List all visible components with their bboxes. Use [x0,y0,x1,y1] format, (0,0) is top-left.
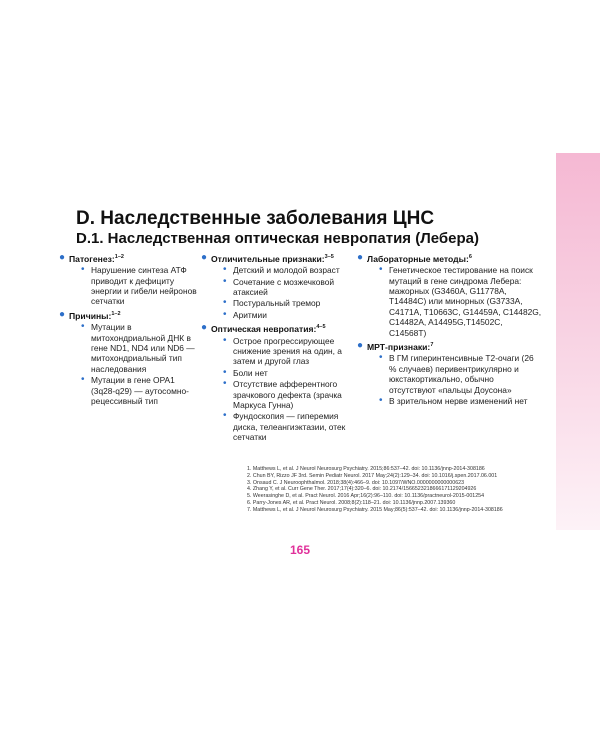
section-heading: МРТ-признаки:$^7$ [367,341,434,352]
section-heading: Патогенез:$^{1-2}$ [69,253,124,264]
title-block [76,208,546,248]
bullet-icon: • [81,374,85,386]
list-item: • Детский и молодой возраст [223,264,340,276]
bullet-icon: ● [357,252,364,263]
reference-item: 3. Onsaud C. J Neuroophthalmol. 2018;38(4):466–9. doi: 10.1097/WNO.0000000000000623 [247,479,465,486]
bullet-icon: ● [201,322,208,334]
reference-item: 1. Matthews L, et al. J Neurol Neurosurg Psychiatry. 2015;86:537–42. doi: 10.1136/jnnp-2014-308186 [247,466,485,472]
section-lab-methods [356,252,542,338]
section-causes [58,309,198,407]
section-distinctive-signs [200,252,352,320]
list-item: • Отсутствие афферентного зрачкового дефекта (зрачка Маркуса Гунна) [223,378,342,410]
section-heading: Оптическая невропатия:$^{4-5}$ [211,324,326,335]
list-item: • Генетическое тестирование на поиск мутаций в гене синдрома Лебера: мажорных (G3460A, G11778A, T14484C) или минорных (G3733A, C4171A, T10663C, G14459A, C14482G, C14482A, A14495G,T14502C, C14568T) [379,264,542,338]
page-title: D. Наследственные заболевания ЦНС [76,208,435,229]
bullet-icon: • [223,308,227,320]
list-item: • Фундоскопия — гиперемия диска, телеангиэктазии, отек сетчатки [223,410,346,443]
reference-item: 7. Matthews L, et al. J Neurol Neurosurg Psychiatry. 2015 May;86(5):537–42. doi: 10.1136/jnnp-2014-308186 [247,506,503,513]
references [247,466,547,514]
column-3 [356,252,542,408]
list-item: • Сочетание с мозжечковой атаксией [223,275,335,298]
reference-item: 6. Parry-Jones AR, et al. Pract Neurol. 2008;8(2):118–21. doi: 10.1136/jnnp.2007.139360 [247,499,456,506]
bullet-icon: ● [59,252,66,263]
column-1 [58,252,198,408]
reference-item: 4. Zhang Y, et al. Curr Gene Ther. 2017;17(4):320–6. doi: 10.2174/1566523218666171129204926 [247,486,477,493]
bullet-icon: • [81,321,85,333]
section-heading: Лабораторные методы:$^6$ [367,253,472,264]
bullet-icon: • [379,264,383,276]
bullet-icon: • [223,366,227,378]
list-item: • Мутации в гене OPA1 (3q28-q29) — аутосомно-рецессивный тип [81,374,189,406]
bullet-icon: • [379,395,383,406]
reference-item: 5. Weerasinghe D, et al. Pract Neurol. 2016 Apr;16(2):96–110. doi: 10.1136/practneurol-2015-001254 [247,493,485,500]
list-item: • Боли нет [223,366,268,378]
list-item: • Постуральный тремор [223,297,321,309]
bullet-icon: ● [201,252,208,263]
bullet-icon: ● [357,340,364,352]
bullet-icon: • [223,264,227,276]
sidebar-tab [556,153,600,530]
list-item: • В ГМ гиперинтенсивные T2-очаги (26 % случаев) перивентрикулярно и юкстакортикально, обычно отсутствуют «пальцы Доусона» [379,352,534,395]
bullet-icon: • [223,378,227,390]
reference-item: 2. Chun BY, Rizzo JF 3rd. Semin Pediatr Neurol. 2017 May;24(2):129–34. doi: 10.1016/j.spen.2017.06.001 [247,472,498,479]
bullet-icon: ● [59,308,66,320]
list-item: • Острое прогрессирующее снижение зрения на один, а затем и другой глаз [223,334,342,367]
section-heading: Отличительные признаки:$^{3-5}$ [211,253,334,264]
list-item: • В зрительном нерве изменений нет [379,395,528,406]
list-item: • Нарушение синтеза АТФ приводит к дефициту энергии и гибели нейронов сетчатки [81,264,197,307]
section-optic-neuropathy [200,322,352,442]
bullet-icon: • [223,297,227,309]
bullet-icon: • [81,264,85,276]
bullet-icon: • [223,334,227,346]
column-2 [200,252,352,445]
bullet-icon: • [223,410,227,422]
page-subtitle: D.1. Наследственная оптическая невропатия (Лебера) [76,230,479,247]
section-mri-signs [356,340,542,406]
list-item: • Мутации в митохондриальной ДНК в гене ND1, ND4 или ND6 — митохондриальный тип наследования [81,321,195,374]
bullet-icon: • [223,275,227,287]
list-item: • Аритмии [223,308,267,320]
section-heading: Причины:$^{1-2}$ [69,310,121,321]
bullet-icon: • [379,352,383,364]
section-pathogenesis [58,252,198,307]
page-number: 165 [289,543,311,557]
